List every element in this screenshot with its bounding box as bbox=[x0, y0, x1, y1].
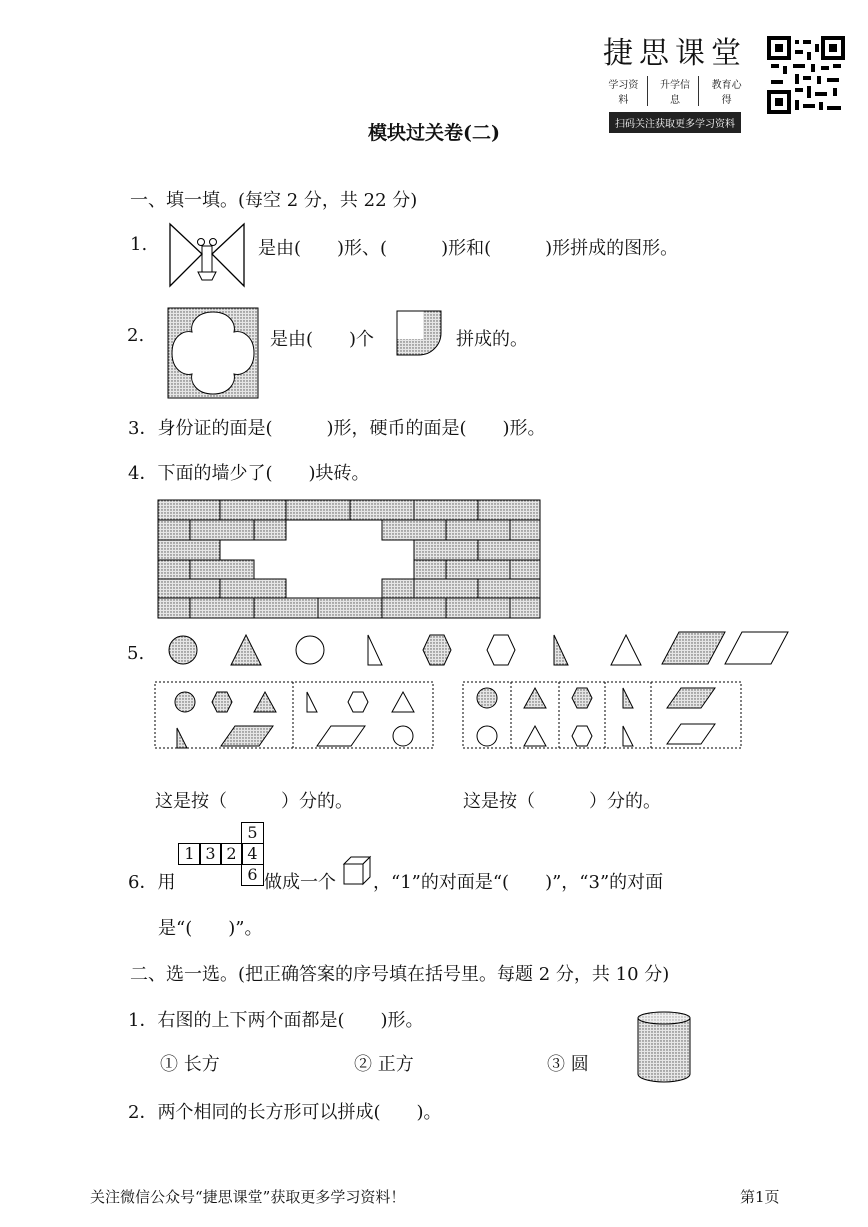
butterfly-figure bbox=[168, 220, 246, 290]
net-cell-top: 5 bbox=[241, 822, 264, 844]
q6-text-c: 是“( )”。 bbox=[158, 918, 263, 939]
brand-banner: 扫码关注获取更多学习资料 bbox=[609, 112, 741, 133]
cube-icon bbox=[343, 856, 373, 886]
brand-tag: 学习资料 bbox=[600, 76, 648, 106]
net-cell-bottom: 6 bbox=[241, 864, 264, 886]
qr-code-icon bbox=[767, 36, 845, 114]
brand-name: 捷思课堂 bbox=[603, 36, 747, 71]
q3-text: 3．身份证的面是( )形，硬币的面是( )形。 bbox=[128, 418, 546, 439]
grouping-left bbox=[155, 680, 435, 750]
q1-text: 是由( )形、( )形和( )形拼成的图形。 bbox=[258, 238, 679, 259]
q1-number: 1. bbox=[130, 234, 148, 255]
grouping-right bbox=[463, 680, 743, 750]
s2q1-option[interactable]: ③ 圆 bbox=[547, 1054, 589, 1075]
q6-text-a: 做成一个 bbox=[264, 872, 336, 893]
q2-text-a: 是由( )个 bbox=[270, 329, 375, 350]
section1-heading: 一、填一填。(每空 2 分，共 22 分) bbox=[130, 190, 418, 211]
q6-text-b: ，“1”的对面是“( )”，“3”的对面 bbox=[373, 872, 664, 893]
shape-row bbox=[160, 630, 820, 670]
s2q2-text: 2．两个相同的长方形可以拼成( )。 bbox=[128, 1102, 442, 1123]
q5-caption-left: 这是按（ ）分的。 bbox=[155, 791, 353, 812]
cube-net bbox=[178, 822, 264, 886]
q2-number: 2. bbox=[127, 325, 145, 346]
brand-tags bbox=[600, 76, 750, 106]
footer-note: 关注微信公众号“捷思课堂”获取更多学习资料！ bbox=[90, 1188, 406, 1206]
brand-tag: 升学信息 bbox=[652, 76, 700, 106]
net-cell: 2 bbox=[220, 843, 243, 865]
q2-text-b: 拼成的。 bbox=[456, 329, 528, 350]
page-number: 第1页 bbox=[740, 1188, 780, 1206]
brick-wall-figure bbox=[158, 500, 542, 620]
cylinder-figure bbox=[636, 1010, 692, 1084]
q4-text: 4．下面的墙少了( )块砖。 bbox=[128, 463, 370, 484]
quarter-piece-figure bbox=[397, 311, 441, 355]
brand-tag: 教育心得 bbox=[711, 80, 742, 106]
q5-caption-right: 这是按（ ）分的。 bbox=[463, 791, 661, 812]
s2q1-option[interactable]: ① 长方 bbox=[160, 1054, 220, 1075]
net-cell: 1 bbox=[178, 843, 201, 865]
net-cell: 3 bbox=[199, 843, 222, 865]
section2-heading: 二、选一选。(把正确答案的序号填在括号里。每题 2 分，共 10 分) bbox=[130, 964, 670, 985]
q6-prefix: 6．用 bbox=[128, 872, 176, 893]
flower-square-figure bbox=[168, 308, 258, 398]
s2q1-text: 1．右图的上下两个面都是( )形。 bbox=[128, 1010, 424, 1031]
q5-number: 5. bbox=[127, 643, 145, 664]
net-cell: 4 bbox=[241, 843, 264, 865]
page-title: 模块过关卷(二) bbox=[368, 122, 500, 144]
s2q1-option[interactable]: ② 正方 bbox=[354, 1054, 414, 1075]
